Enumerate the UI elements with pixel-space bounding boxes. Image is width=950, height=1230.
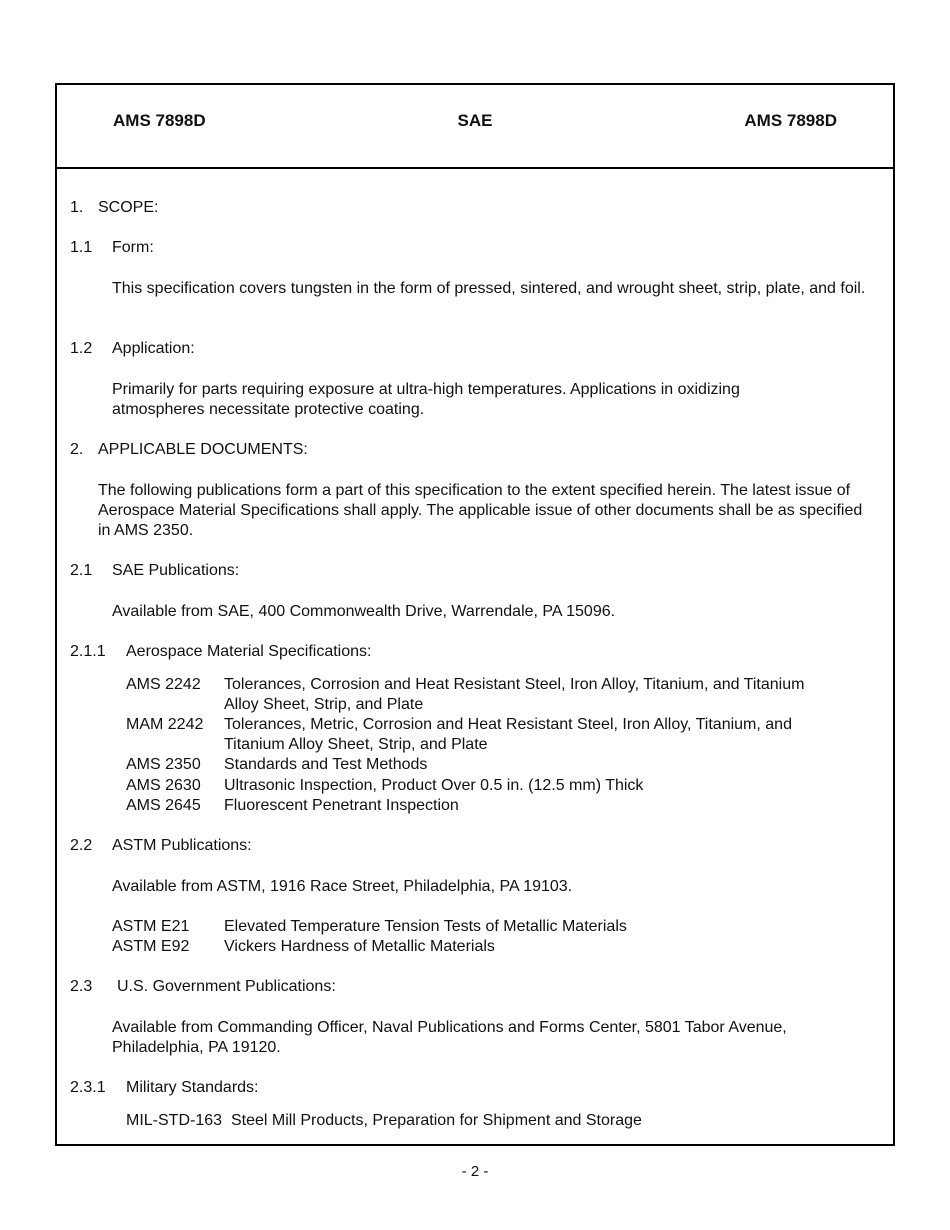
government-availability: Available from Commanding Officer, Naval Publications and Forms Center, 5801 Tabor Avenue, Philadelphia, PA 19120.: [112, 1019, 787, 1056]
section-title-ams: Aerospace Material Specifications:: [126, 643, 372, 660]
astm-availability: Available from ASTM, 1916 Race Street, Philadelphia, PA 19103.: [112, 878, 573, 895]
ams-title: Tolerances, Corrosion and Heat Resistant Steel, Iron Alloy, Titanium, and Titanium: [224, 676, 805, 693]
section-number: 2.1: [70, 562, 93, 579]
section-number: 1.1: [70, 239, 93, 256]
ams-title: Standards and Test Methods: [224, 756, 428, 773]
ams-code: MAM 2242: [126, 716, 204, 733]
header-doc-id-left: AMS 7898D: [113, 111, 206, 130]
astm-code: ASTM E92: [112, 938, 190, 955]
section-number: 2.2: [70, 837, 93, 854]
ams-title: Ultrasonic Inspection, Product Over 0.5 in. (12.5 mm) Thick: [224, 777, 644, 794]
page-header: [57, 85, 893, 169]
ams-title: Fluorescent Penetrant Inspection: [224, 797, 459, 814]
section-title-military-standards: Military Standards:: [126, 1079, 259, 1096]
section-title-applicable-documents: APPLICABLE DOCUMENTS:: [98, 441, 308, 458]
ams-title-cont: Alloy Sheet, Strip, and Plate: [224, 696, 424, 713]
section-number: 2.1.1: [70, 643, 106, 660]
ams-title: Tolerances, Metric, Corrosion and Heat Resistant Steel, Iron Alloy, Titanium, and: [224, 716, 792, 733]
section-title-sae-publications: SAE Publications:: [112, 562, 240, 579]
section-title-scope: SCOPE:: [98, 199, 159, 216]
astm-title: Vickers Hardness of Metallic Materials: [224, 938, 495, 955]
ams-title-cont: Titanium Alloy Sheet, Strip, and Plate: [224, 736, 488, 753]
section-title-application: Application:: [112, 340, 195, 357]
section-title-astm-publications: ASTM Publications:: [112, 837, 252, 854]
sae-availability: Available from SAE, 400 Commonwealth Drive, Warrendale, PA 15096.: [112, 603, 616, 620]
section-number: 2.3: [70, 978, 93, 995]
header-org: SAE: [457, 111, 493, 130]
section-title-form: Form:: [112, 239, 154, 256]
page-number: - 2 -: [461, 1163, 489, 1180]
applicable-documents-paragraph: The following publications form a part of this specification to the extent specified herein. The latest issue of Aerospace Material Specifications shall apply. The applicable issue of other documents shall be as specified in AMS 2350.: [98, 482, 863, 539]
section-number: 1.: [70, 199, 84, 216]
form-paragraph: This specification covers tungsten in the form of pressed, sintered, and wrought sheet, strip, plate, and foil.: [112, 280, 866, 297]
mil-std-title: Steel Mill Products, Preparation for Shipment and Storage: [231, 1112, 642, 1129]
section-number: 2.: [70, 441, 84, 458]
section-number: 2.3.1: [70, 1079, 106, 1096]
ams-code: AMS 2630: [126, 777, 201, 794]
application-paragraph: Primarily for parts requiring exposure at ultra-high temperatures. Applications in oxidizing atmospheres necessitate protective coating.: [112, 381, 740, 418]
ams-code: AMS 2645: [126, 797, 201, 814]
ams-code: AMS 2242: [126, 676, 201, 693]
header-doc-id-right: AMS 7898D: [744, 111, 837, 130]
mil-std-code: MIL-STD-163: [126, 1112, 223, 1129]
astm-title: Elevated Temperature Tension Tests of Metallic Materials: [224, 918, 627, 935]
ams-code: AMS 2350: [126, 756, 201, 773]
section-number: 1.2: [70, 340, 93, 357]
astm-code: ASTM E21: [112, 918, 190, 935]
section-title-government-publications: U.S. Government Publications:: [117, 978, 336, 995]
